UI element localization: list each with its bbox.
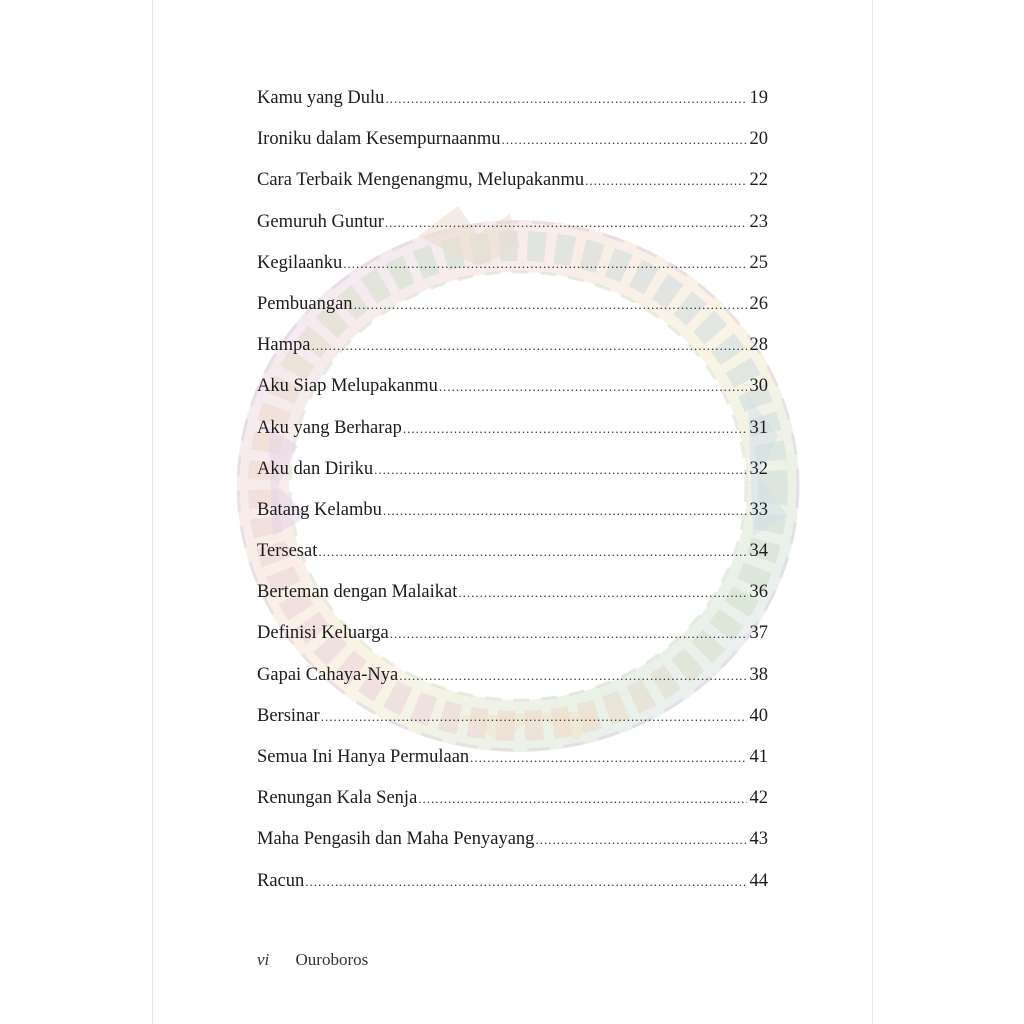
toc-entry — [257, 531, 768, 572]
toc-dot-leader — [418, 778, 747, 819]
toc-entry-title: Ironiku dalam Kesempurnaanmu — [257, 129, 501, 150]
toc-dot-leader — [439, 366, 747, 407]
toc-entry-title: Renungan Kala Senja — [257, 788, 418, 809]
toc-entry — [257, 490, 768, 531]
toc-dot-leader — [470, 737, 747, 778]
toc-entry — [257, 572, 768, 613]
toc-entry-title: Cara Terbaik Mengenangmu, Melupakanmu — [257, 170, 585, 191]
toc-entry — [257, 737, 768, 778]
toc-entry — [257, 284, 768, 325]
toc-dot-leader — [321, 696, 747, 737]
toc-entry — [257, 778, 768, 819]
toc-entry-title: Bersinar — [257, 705, 320, 726]
toc-entry-title: Aku dan Diriku — [257, 458, 374, 479]
toc-dot-leader — [585, 160, 747, 201]
toc-entry-page-number: 32 — [749, 458, 768, 479]
toc-entry-page-number: 44 — [749, 870, 768, 891]
toc-entry-title: Kegilaanku — [257, 252, 343, 273]
toc-entry-title: Kamu yang Dulu — [257, 88, 385, 108]
toc-entry-page-number: 25 — [749, 252, 768, 273]
toc-entry-page-number: 36 — [749, 582, 768, 603]
toc-entry — [257, 655, 768, 696]
toc-entry — [257, 613, 768, 654]
toc-entry-page-number: 30 — [749, 376, 768, 397]
footer-page-number: vi — [257, 950, 270, 969]
toc-dot-leader — [390, 613, 747, 654]
toc-entry — [257, 160, 768, 201]
toc-entry — [257, 408, 768, 449]
toc-entry-page-number: 22 — [749, 170, 768, 191]
toc-dot-leader — [458, 572, 747, 613]
toc-entry-page-number: 26 — [749, 293, 768, 314]
toc-entry-page-number: 37 — [749, 623, 768, 644]
toc-dot-leader — [385, 202, 747, 243]
toc-entry — [257, 449, 768, 490]
toc-entry-page-number: 33 — [749, 499, 768, 520]
toc-entry-title: Pembuangan — [257, 293, 353, 314]
toc-entry — [257, 119, 768, 160]
toc-entry — [257, 202, 768, 243]
toc-entry-page-number: 19 — [749, 88, 768, 108]
toc-dot-leader — [403, 408, 747, 449]
toc-dot-leader — [502, 119, 747, 160]
toc-entry-page-number: 43 — [749, 829, 768, 850]
toc-entry-title: Semua Ini Hanya Permulaan — [257, 747, 470, 767]
toc-entry-title: Berteman dengan Malaikat — [257, 582, 458, 603]
toc-entry-title: Tersesat — [257, 541, 318, 562]
toc-entry-title: Gapai Cahaya-Nya — [257, 664, 399, 685]
page-footer — [257, 950, 368, 970]
toc-dot-leader — [311, 325, 747, 366]
page-edge-right — [872, 0, 873, 1024]
footer-book-title: Ouroboros — [295, 950, 369, 969]
table-of-contents — [257, 78, 768, 902]
toc-entry-title: Racun — [257, 870, 305, 891]
toc-entry — [257, 861, 768, 902]
toc-dot-leader — [385, 78, 747, 119]
toc-entry-title: Definisi Keluarga — [257, 623, 389, 644]
toc-entry — [257, 78, 768, 119]
toc-entry-page-number: 42 — [749, 788, 768, 809]
page-edge-left — [152, 0, 153, 1024]
toc-dot-leader — [354, 284, 747, 325]
toc-dot-leader — [343, 243, 747, 284]
toc-dot-leader — [383, 490, 747, 531]
toc-entry — [257, 366, 768, 407]
toc-entry-page-number: 38 — [749, 664, 768, 685]
toc-entry-title: Maha Pengasih dan Maha Penyayang — [257, 829, 535, 850]
toc-entry — [257, 819, 768, 860]
toc-entry-page-number: 34 — [749, 541, 768, 562]
toc-entry-title: Hampa — [257, 335, 311, 356]
toc-dot-leader — [374, 449, 747, 490]
toc-entry-page-number: 41 — [749, 747, 768, 767]
toc-dot-leader — [399, 655, 747, 696]
toc-entry-title: Gemuruh Guntur — [257, 211, 384, 232]
toc-entry-title: Aku yang Berharap — [257, 417, 402, 438]
toc-entry — [257, 243, 768, 284]
toc-entry — [257, 325, 768, 366]
toc-entry-title: Batang Kelambu — [257, 499, 382, 520]
toc-entry — [257, 696, 768, 737]
toc-entry-page-number: 20 — [749, 129, 768, 150]
toc-dot-leader — [535, 819, 747, 860]
toc-entry-page-number: 40 — [749, 705, 768, 726]
toc-entry-page-number: 28 — [749, 335, 768, 356]
toc-dot-leader — [318, 531, 747, 572]
toc-entry-page-number: 31 — [749, 417, 768, 438]
toc-dot-leader — [305, 861, 747, 902]
toc-entry-page-number: 23 — [749, 211, 768, 232]
toc-entry-title: Aku Siap Melupakanmu — [257, 376, 438, 397]
